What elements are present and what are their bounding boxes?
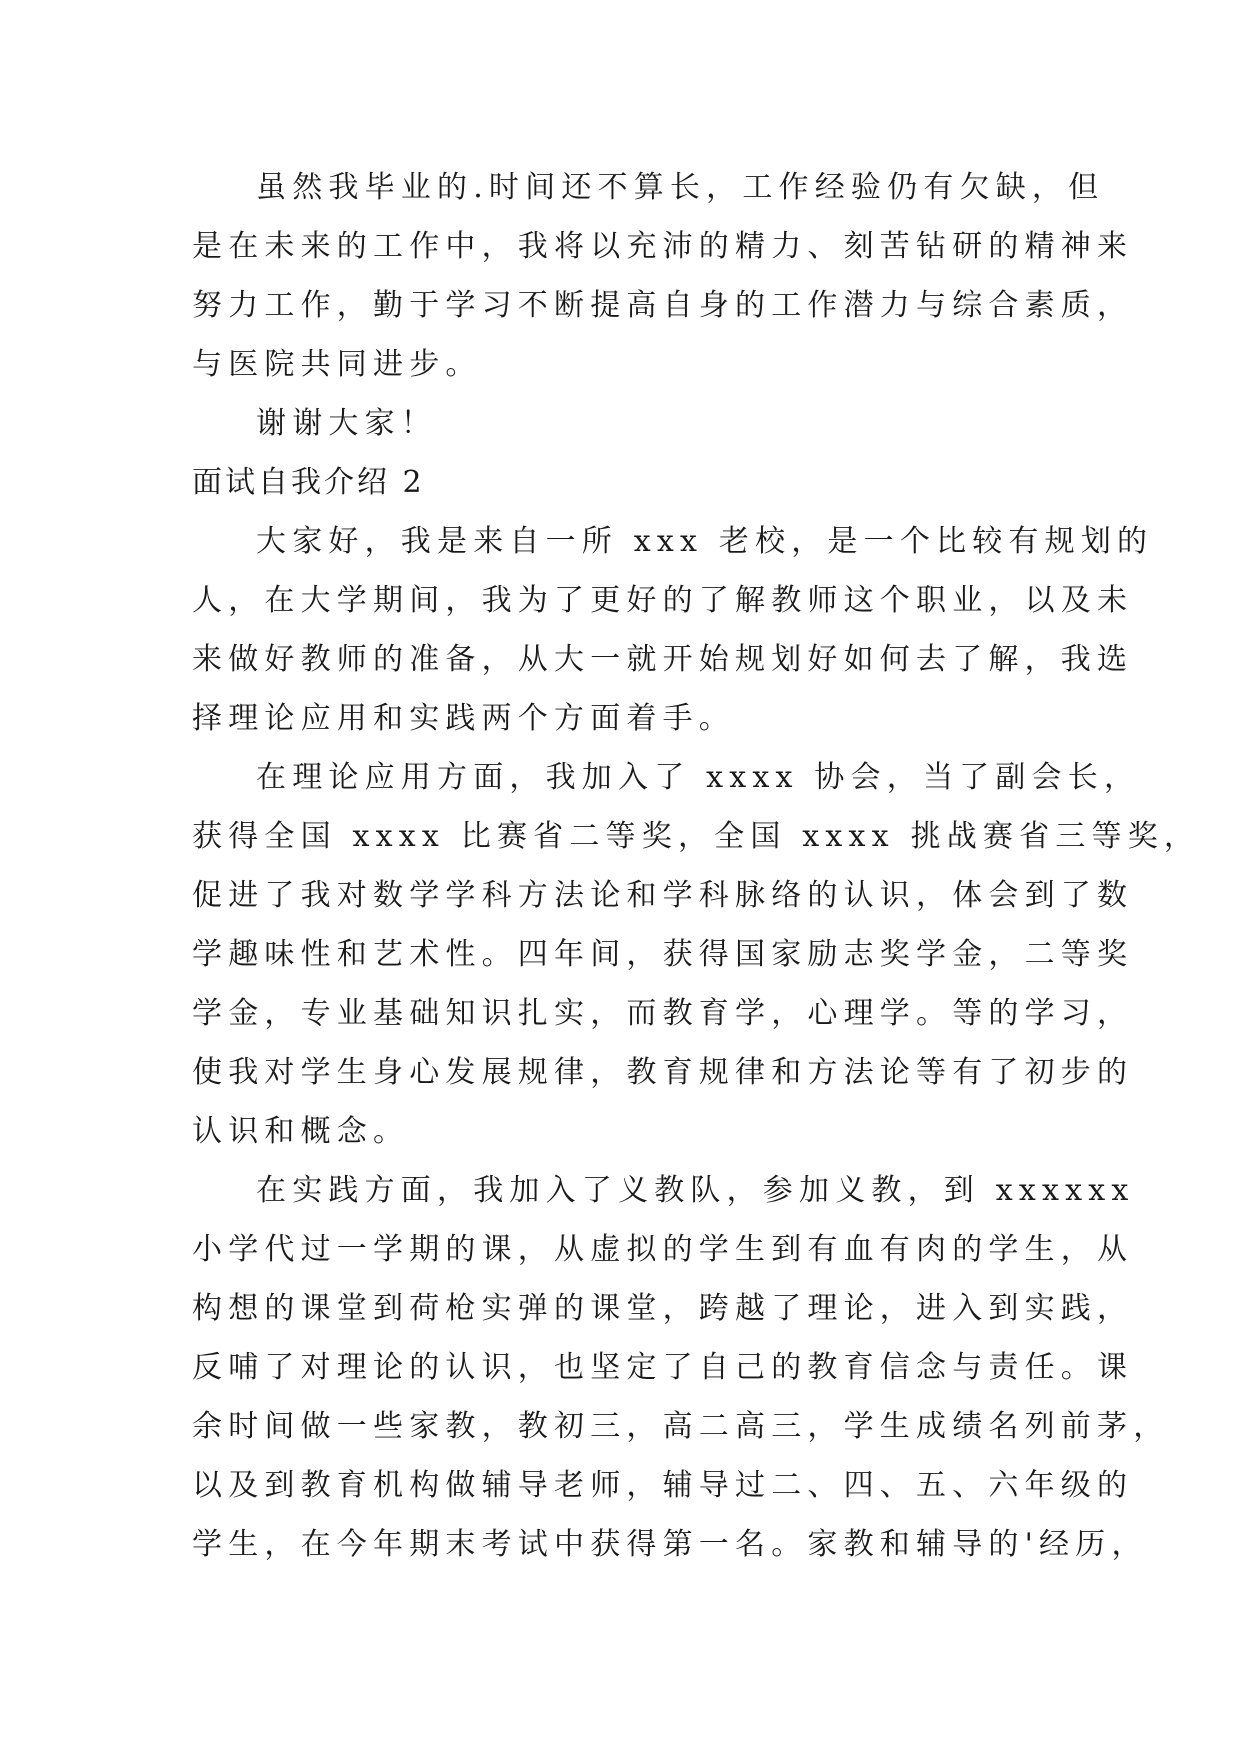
- paragraph-line: 与医院共同进步。: [192, 347, 482, 382]
- paragraph-line: 择理论应用和实践两个方面着手。: [192, 701, 735, 736]
- section-heading: 面试自我介绍 2: [192, 465, 425, 500]
- paragraph-line: 人，在大学期间，我为了更好的了解教师这个职业，以及未: [192, 583, 1134, 618]
- paragraph-line: 谢谢大家！: [256, 406, 437, 441]
- paragraph-line: 学金，专业基础知识扎实，而教育学，心理学。等的学习，: [192, 996, 1134, 1031]
- paragraph-line: 大家好，我是来自一所 xxx 老校，是一个比较有规划的: [256, 524, 1154, 559]
- paragraph-line: 反哺了对理论的认识，也坚定了自己的教育信念与责任。课: [192, 1350, 1134, 1385]
- paragraph-line: 认识和概念。: [192, 1114, 410, 1149]
- paragraph-line: 在理论应用方面，我加入了 xxxx 协会，当了副会长，: [256, 760, 1141, 795]
- paragraph-line: 来做好教师的准备，从大一就开始规划好如何去了解，我选: [192, 642, 1134, 677]
- paragraph-line: 虽然我毕业的.时间还不算长，工作经验仍有欠缺，但: [256, 170, 1105, 205]
- paragraph-line: 使我对学生身心发展规律，教育规律和方法论等有了初步的: [192, 1055, 1134, 1090]
- paragraph-line: 余时间做一些家教，教初三，高二高三，学生成绩名列前茅，: [192, 1409, 1170, 1444]
- paragraph-line: 学生，在今年期末考试中获得第一名。家教和辅导的'经历，: [192, 1527, 1148, 1562]
- paragraph-line: 构想的课堂到荷枪实弹的课堂，跨越了理论，进入到实践，: [192, 1291, 1134, 1326]
- paragraph-line: 小学代过一学期的课，从虚拟的学生到有血有肉的学生，从: [192, 1232, 1134, 1267]
- paragraph-line: 学趣味性和艺术性。四年间，获得国家励志奖学金，二等奖: [192, 937, 1134, 972]
- paragraph-line: 促进了我对数学学科方法论和学科脉络的认识，体会到了数: [192, 878, 1134, 913]
- paragraph-line: 以及到教育机构做辅导老师，辅导过二、四、五、六年级的: [192, 1468, 1134, 1503]
- paragraph-line: 在实践方面，我加入了义教队，参加义教，到 xxxxxx: [256, 1173, 1135, 1208]
- document-body: [192, 158, 1201, 1574]
- paragraph-line: 获得全国 xxxx 比赛省二等奖，全国 xxxx 挑战赛省三等奖，: [192, 819, 1201, 854]
- paragraph-line: 努力工作，勤于学习不断提高自身的工作潜力与综合素质，: [192, 288, 1134, 323]
- paragraph-line: 是在未来的工作中，我将以充沛的精力、刻苦钻研的精神来: [192, 229, 1134, 264]
